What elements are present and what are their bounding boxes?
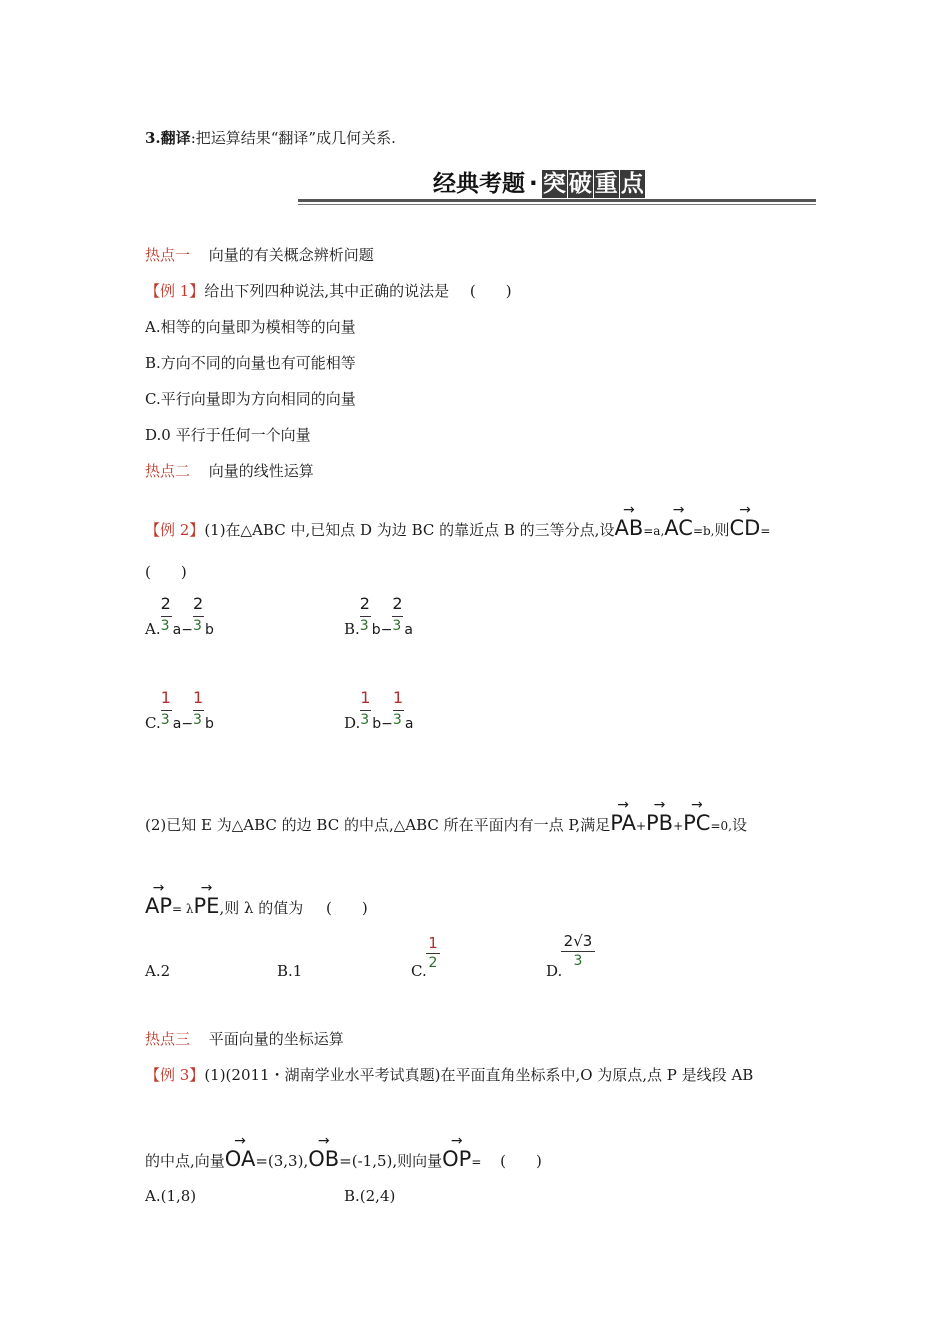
- example-2-option-d: [344, 688, 413, 732]
- vector-oa-value: =(3,3),: [255, 1152, 309, 1170]
- example-3-paren: ( ): [500, 1152, 542, 1170]
- fraction-den: 3: [193, 712, 202, 728]
- vector-arrow-icon: →: [152, 880, 165, 896]
- example-2-option-c: [145, 688, 214, 732]
- fraction: [193, 688, 205, 732]
- fraction-num: 1: [193, 688, 204, 707]
- fraction: [360, 594, 372, 638]
- example-2-part-2-text: (2)已知 E 为△ABC 的边 BC 的中点,△ABC 所在平面内有一点 P,满足: [145, 816, 611, 834]
- hotspot-2-title: 向量的线性运算: [208, 462, 314, 480]
- vector-pe: [193, 880, 220, 918]
- fraction-num: 1: [392, 688, 404, 707]
- hotspot-3-heading: [145, 1029, 344, 1049]
- example-1-text: 给出下列四种说法,其中正确的说法是: [204, 282, 450, 300]
- then-word: 则: [714, 521, 730, 539]
- fraction-den: 2: [428, 955, 438, 971]
- vector-pc-label: PC: [683, 811, 711, 835]
- operator: −: [181, 716, 194, 732]
- vector-arrow-icon: →: [739, 502, 751, 518]
- example-1-stem: [145, 281, 512, 301]
- vector-ap-label: AP: [145, 894, 173, 918]
- fraction-den: 3: [392, 618, 402, 634]
- fraction: [161, 688, 173, 732]
- vector-cd-label: CD: [729, 516, 761, 540]
- example-2-part-2-cont: [145, 880, 368, 919]
- vector-ob: [308, 1133, 340, 1171]
- option-label: D.: [344, 714, 361, 732]
- example-2-part-2-paren: ( ): [326, 899, 368, 917]
- example-2-tag: 【例 2】: [145, 521, 205, 539]
- vector-ob-label: OB: [308, 1147, 340, 1171]
- example-3-text-2: 的中点,向量: [145, 1152, 225, 1170]
- symbol: b: [205, 716, 214, 732]
- example-2-part-1-paren: ( ): [145, 563, 187, 581]
- hotspot-3-label: 热点三: [145, 1030, 191, 1048]
- intro-text: :把运算结果“翻译”成几何关系.: [190, 129, 396, 147]
- example-2-option-b: [344, 594, 413, 638]
- fraction: [393, 688, 405, 732]
- hotspot-3-title: 平面向量的坐标运算: [208, 1030, 344, 1048]
- example-3-option-a: A.(1,8): [145, 1187, 197, 1205]
- vector-pa-label: PA: [610, 811, 636, 835]
- fraction-num: 1: [160, 688, 171, 707]
- example-1-option-d: D.0 平行于任何一个向量: [145, 426, 311, 444]
- option-label: C.: [411, 962, 427, 980]
- vector-ab: [614, 502, 644, 540]
- set-word: 设: [731, 816, 747, 834]
- example-3-line-1: [145, 1065, 753, 1085]
- option-label: D.: [546, 962, 563, 980]
- banner-dot: ·: [529, 171, 538, 197]
- vector-op: [442, 1133, 472, 1171]
- example-2-part-1-text: (1)在△ABC 中,已知点 D 为边 BC 的靠近点 B 的三等分点,设: [204, 521, 615, 539]
- vector-oa-label: OA: [224, 1147, 256, 1171]
- fraction-den: 3: [160, 618, 170, 634]
- vector-op-label: OP: [442, 1147, 472, 1171]
- fraction: [193, 594, 205, 638]
- fraction-two-root-three-over-three: [561, 932, 595, 969]
- fraction-num: 2: [160, 594, 171, 613]
- intro-term: 翻译: [160, 129, 191, 147]
- plus-sign: +: [635, 819, 646, 833]
- fraction-den: 3: [573, 953, 583, 969]
- example-3-line-2: [145, 1133, 542, 1172]
- symbol: b: [371, 622, 381, 638]
- option-label: A.: [145, 620, 161, 638]
- banner-left: 经典考题: [433, 171, 525, 197]
- example-3-tag: 【例 3】: [145, 1066, 205, 1084]
- symbol: a: [404, 716, 414, 732]
- banner-box-3: 重: [594, 171, 618, 197]
- fraction-num: 1: [360, 688, 371, 707]
- example-2-part-2-option-d: [546, 962, 562, 980]
- hotspot-1-title: 向量的有关概念辨析问题: [208, 246, 374, 264]
- operator: −: [380, 622, 393, 638]
- symbol: b: [204, 622, 214, 638]
- intro-line: [145, 128, 396, 148]
- vector-pc: [683, 797, 711, 835]
- vector-ac-label: AC: [664, 516, 693, 540]
- vector-arrow-icon: →: [690, 797, 703, 813]
- example-1-option-b: B.方向不同的向量也有可能相等: [145, 354, 356, 372]
- fraction-den: 3: [360, 712, 370, 728]
- symbol: b: [372, 716, 382, 732]
- example-2-part-1: [145, 502, 771, 541]
- vector-pa: [610, 797, 636, 835]
- vector-arrow-icon: →: [317, 1133, 330, 1149]
- fraction: [161, 594, 173, 638]
- option-label: B.: [344, 620, 360, 638]
- section-banner: [433, 165, 646, 197]
- hotspot-1-label: 热点一: [145, 246, 191, 264]
- equals-zero: =0,: [710, 819, 732, 833]
- example-2-part-2-option-a: A.2: [145, 962, 171, 980]
- example-1-option-a: A.相等的向量即为模相等的向量: [145, 318, 356, 336]
- vector-ob-value: =(-1,5),则向量: [339, 1152, 443, 1170]
- fraction-den: 3: [160, 712, 170, 728]
- banner-rule-thin: [298, 204, 816, 205]
- fraction: [360, 688, 372, 732]
- example-3-text-1: (1)(2011・湖南学业水平考试真题)在平面直角坐标系中,O 为原点,点 P 是线段 AB: [204, 1066, 754, 1084]
- fraction-num: 2: [392, 594, 403, 613]
- vector-arrow-icon: →: [672, 502, 685, 518]
- vector-cd-eq: =: [760, 524, 771, 538]
- vector-pb: [646, 797, 674, 835]
- symbol: a: [404, 622, 414, 638]
- vector-arrow-icon: →: [653, 797, 666, 813]
- example-1-option-c: C.平行向量即为方向相同的向量: [145, 390, 356, 408]
- fraction-num: 2√3: [563, 932, 593, 950]
- banner-box-2: 破: [568, 171, 592, 197]
- fraction-one-half: [426, 934, 440, 971]
- vector-ac-eq: =b,: [692, 524, 715, 538]
- symbol: a: [172, 622, 182, 638]
- fraction-den: 3: [192, 618, 202, 634]
- vector-arrow-icon: →: [234, 1133, 246, 1149]
- intro-num: 3.: [145, 129, 161, 147]
- operator: −: [381, 716, 393, 732]
- vector-arrow-icon: →: [200, 880, 213, 896]
- example-2-option-a: [145, 594, 214, 638]
- fraction: [392, 594, 404, 638]
- example-2-part-2-option-c: [411, 962, 427, 980]
- vector-pe-label: PE: [193, 894, 220, 918]
- hotspot-1-heading: [145, 245, 374, 265]
- hotspot-2-label: 热点二: [145, 462, 191, 480]
- vector-op-eq: =: [471, 1155, 482, 1169]
- vector-pb-label: PB: [646, 811, 674, 835]
- vector-cd: [729, 502, 761, 540]
- fraction-den: 3: [392, 712, 402, 728]
- equals-lambda: = λ: [172, 902, 194, 916]
- banner-rule-thick: [298, 199, 816, 202]
- lambda-question: ,则 λ 的值为: [219, 899, 304, 917]
- example-1-paren: ( ): [469, 282, 512, 300]
- vector-oa: [224, 1133, 256, 1171]
- vector-arrow-icon: →: [450, 1133, 463, 1149]
- example-2-part-2: [145, 797, 747, 836]
- example-2-part-2-option-b: B.1: [277, 962, 303, 980]
- example-3-option-b: B.(2,4): [344, 1187, 396, 1205]
- fraction-num: 2: [192, 594, 204, 613]
- vector-ac: [664, 502, 693, 540]
- option-label: C.: [145, 714, 161, 732]
- example-1-tag: 【例 1】: [145, 282, 205, 300]
- banner-box-1: 突: [542, 171, 566, 197]
- vector-arrow-icon: →: [622, 502, 635, 518]
- vector-ab-label: AB: [614, 516, 644, 540]
- plus-sign: +: [673, 819, 684, 833]
- vector-ap: [145, 880, 173, 918]
- operator: −: [181, 622, 193, 638]
- vector-arrow-icon: →: [617, 797, 629, 813]
- fraction-num: 2: [359, 594, 370, 613]
- vector-ab-eq: =a,: [643, 524, 665, 538]
- hotspot-2-heading: [145, 461, 314, 481]
- symbol: a: [172, 716, 182, 732]
- fraction-num: 1: [428, 934, 438, 952]
- banner-box-4: 点: [620, 171, 644, 197]
- fraction-den: 3: [359, 618, 369, 634]
